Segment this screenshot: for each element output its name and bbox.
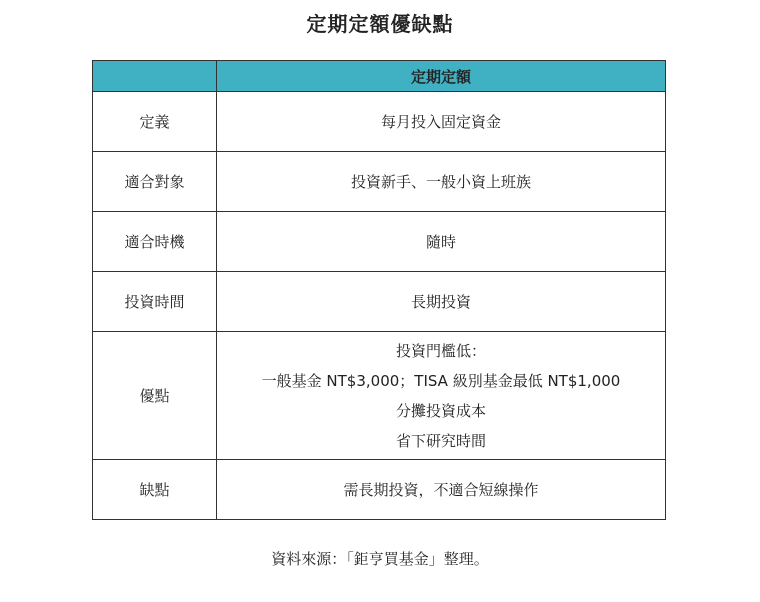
row-value: 長期投資 bbox=[217, 272, 666, 332]
table-row-audience bbox=[93, 152, 666, 212]
table-row-timing bbox=[93, 212, 666, 272]
row-value bbox=[217, 332, 666, 460]
pros-line: 分攤投資成本 bbox=[395, 401, 486, 420]
pros-line: 省下研究時間 bbox=[395, 431, 486, 450]
pros-line: 一般基金 NT$3,000；TISA 級別基金最低 NT$1,000 bbox=[261, 371, 621, 390]
table-row-cons bbox=[93, 460, 666, 520]
comparison-table bbox=[92, 60, 666, 520]
row-label: 適合對象 bbox=[93, 152, 217, 212]
header-cell-plan: 定期定額 bbox=[217, 61, 666, 92]
row-value: 需長期投資，不適合短線操作 bbox=[217, 460, 666, 520]
row-label: 投資時間 bbox=[93, 272, 217, 332]
row-label: 適合時機 bbox=[93, 212, 217, 272]
row-label: 缺點 bbox=[93, 460, 217, 520]
row-value: 每月投入固定資金 bbox=[217, 92, 666, 152]
table-header-row bbox=[93, 61, 666, 92]
table-row-pros bbox=[93, 332, 666, 460]
row-label: 優點 bbox=[93, 332, 217, 460]
page-title: 定期定額優缺點 bbox=[306, 12, 454, 36]
table-row-duration bbox=[93, 272, 666, 332]
row-label: 定義 bbox=[93, 92, 217, 152]
pros-line: 投資門檻低： bbox=[395, 341, 486, 360]
source-note: 資料來源：「鉅亨買基金」整理。 bbox=[271, 550, 489, 568]
header-cell-empty bbox=[93, 61, 217, 92]
row-value: 投資新手、一般小資上班族 bbox=[217, 152, 666, 212]
row-value: 隨時 bbox=[217, 212, 666, 272]
table-row-definition bbox=[93, 92, 666, 152]
